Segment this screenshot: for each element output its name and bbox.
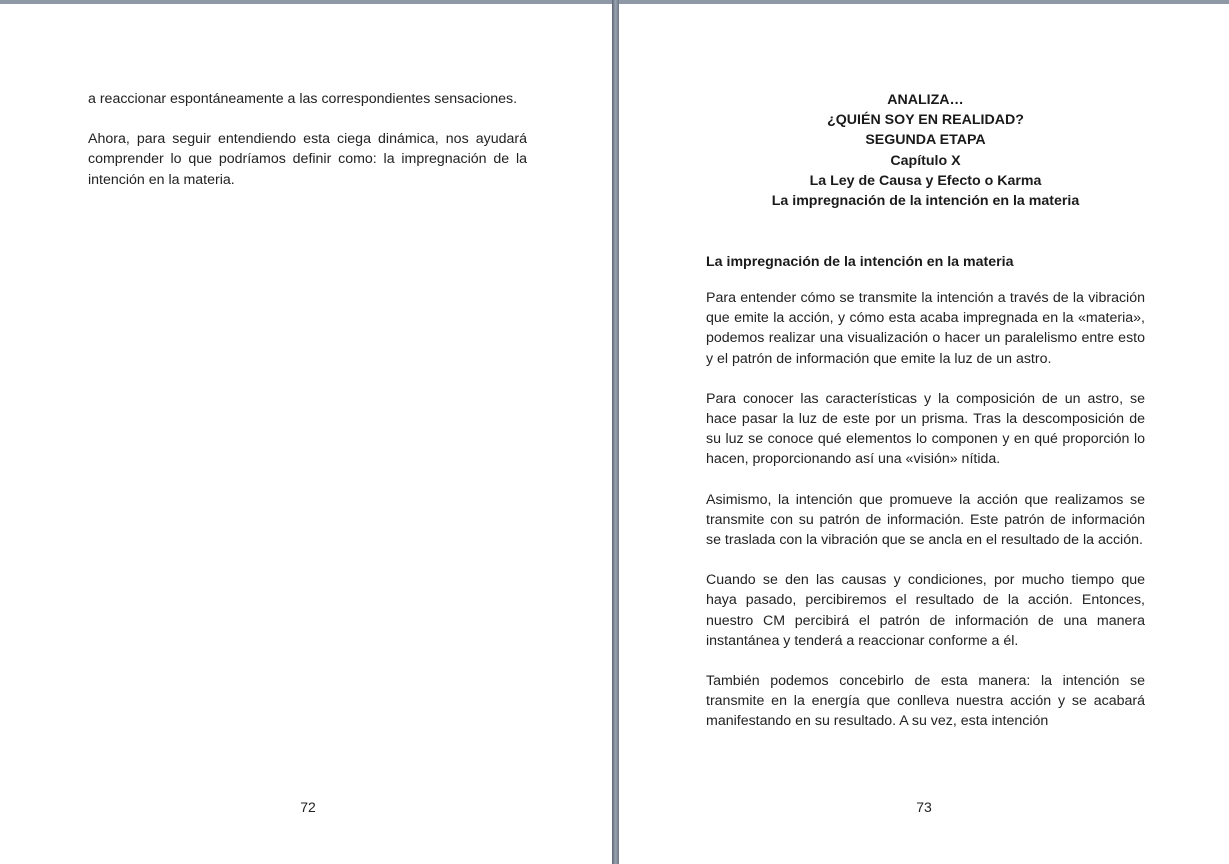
right-paragraph-3: Asimismo, la intención que promueve la acción que realizamos se transmite con su patrón de información. Este patrón de información se traslada con la vibración que se ancla en el resultado de la acción. [706,491,1145,549]
heading-line-3: SEGUNDA ETAPA [865,132,986,149]
left-page-body [88,89,527,210]
heading-line-5: La Ley de Causa y Efecto o Karma [809,172,1042,189]
right-paragraph-4: Cuando se den las causas y condiciones, por mucho tiempo que haya pasado, percibiremos el resultado de la acción. Entonces, nuestro CM percibirá el patrón de información de una manera instantánea y tenderá a reaccionar conforme a él. [706,572,1145,649]
heading-line-6: La impregnación de la intención en la materia [771,193,1080,210]
right-paragraph-5: También podemos concebirlo de esta manera: la intención se transmite en la energía que conlleva nuestra acción y se acabará manifestando en su resultado. A su vez, esta intención [706,673,1145,730]
page-number-left: 72 [300,799,316,815]
right-paragraph-2: Para conocer las características y la composición de un astro, se hace pasar la luz de este por un prisma. Tras la descomposición de su luz se conoce qué elementos lo componen y en qué proporción lo hacen, proporcionando así una «visión» nítida. [706,390,1145,468]
heading-line-1: ANALIZA… [887,92,964,108]
page-left [0,4,612,864]
right-paragraph-1: Para entender cómo se transmite la intención a través de la vibración que emite la acción, y cómo esta acaba impregnada en la «materia», podemos realizar una visualización o hacer un paralelismo entre esto y el patrón de información que emite la luz de un astro. [706,290,1145,367]
page-right [619,4,1229,864]
section-title: La impregnación de la intención en la materia [706,254,1014,270]
book-gutter [612,0,619,864]
heading-line-4: Capítulo X [890,152,961,169]
page-number-right: 73 [916,799,932,815]
left-paragraph-1: a reaccionar espontáneamente a las correspondientes sensaciones. [88,91,518,107]
chapter-heading [706,90,1145,211]
left-paragraph-2: Ahora, para seguir entendiendo esta ciega dinámica, nos ayudará comprender lo que podríamos definir como: la impregnación de la intención en la materia. [88,131,527,188]
right-page-body [706,288,1145,752]
heading-line-2: ¿QUIÉN SOY EN REALIDAD? [827,112,1024,129]
